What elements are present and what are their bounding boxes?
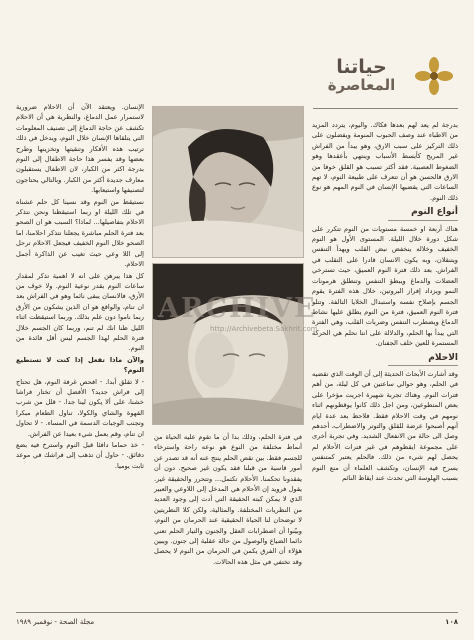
- section-heading-sleep-types: أنواع النوم: [388, 207, 458, 220]
- tips-list: - لا تقلق أبدا. - افحص غرفة النوم، هل تحتاج إلى فراش جديد؟ الأفضل أن تختار فراشا خشنا، على ألا يكون لينا جدا. - قلل من شرب القهوة والشاي والكولا، تناول الطعام مبكرا وتجنب الوجبات الدسمة في المساء. - لا تحاول ان تنام، وقم بعمل شيء بعيدا عن الفراش.: [16, 377, 144, 438]
- paragraph: هناك أربعة او خمسة مستويات من النوم تتكرر على شكل دورة خلال الليلة. المستوى الأول هو النوم الخفيف وخلاله ينخفض نبض القلب ويهدأ التنفس ويتنقلان، وبه يكون الانسان قادرا على التقلب في الفراش. بعد ذلك فترة النوم العميق، حيث تسترخي العضلات والدماغ ويبطؤ التنفس وتنطلق هرمونات النمو ويزداد إفراز البروتين، خلال هذه الفترة يقوم الجسم بإصلاح نفسه واستبدال الخلايا التالفة. وتتلو فترة النوم العميق، فترة من النوم يطلق عليها نشاط الدماغ ويضطرب التنفس وضربات القلب، وهي الفترة التي يبدأ بها الحلم، والدلالة على انتا نحلم هي الحركة المستمرة للعين خلف الجفنان.: [312, 224, 458, 348]
- logo-subtitle: المعاصرة: [327, 76, 396, 95]
- photo-sleeping-woman-2: [152, 263, 304, 425]
- section-heading-dreams: الاحلام: [388, 353, 458, 366]
- logo-title: حياتنا: [336, 56, 387, 79]
- paragraph: كل هذا يبرهن على انه لا اهمية تذكر لمقدار ساعات النوم بقدر نوعية النوم. ولا خوف من الأرق، فالانسان يبقى نائما وهو في الفراش بعد ان تنام، والواقع هو ان الذين يشكون من الأرق ربما ناموا دون علم بذلك. وربما استيقظت اثناء الليل ظنا انك لم تنم، وربما كان الجسم خلال فترة الحلم لهذا الجسم ليس أقل فائدة من النوم.: [16, 271, 144, 353]
- watermark-archive: ARCHIVE: [158, 293, 317, 324]
- paragraph: الإنسان. ويعتقد الآن أن الاحلام ضرورية لاستمرار عمل الدماغ، والنظرية هي أن الاحلام تكشف عن حاجة الدماغ إلى تصنيف المعلومات التي يتلقاها الإنسان خلال النوم، ويدخل في ذلك ترتيب هذه الأفكار وتنقيتها وتخزينها وطرح بعضها وقد يفسر هذا حاجة الاطفال إلى النوم بدرجة اكثر من الكبار، لان الاطفال يستقبلون معارف جديدة أكثر من الكبار. وبالتالي يحتاجون لتصنيفها واستيعابها.: [16, 103, 144, 195]
- header-divider: [313, 108, 458, 109]
- tips-list: - خذ حماما دافئا قبل النوم واسترخ فيه بضع دقائق. - حاول أن تذهب إلى فراشك في موعد ثابت يوميا.: [16, 441, 144, 470]
- article-column-left: [16, 102, 144, 472]
- paragraph: نستيقظ من النوم وقد نسينا كل حلم عشناه في تلك الليلة او ربما استيقظنا ونحن نتذكر الاحلام بتفاصيلها... لماذا؟ السبب هو ان الصحو بعد فترة الحلم مباشرة يجعلنا نتذكر احلامنا، اما الصحو خلال النوم الخفيف فيجعل الاحلام ترحل إلى اللا وعي حيث تغيب عن الذاكرة أجمل الاحلام.: [16, 197, 144, 269]
- paragraph: في فترة الحلم، وذلك بدا أن ما تقوم عليه الحياة من أنماط مختلفة من النوع هو نوعه راحة واسترخاء للجسم فقط. بين نقص الحلم ينتج عنه أنه قد تصدر عن أمور قاسية من قبلنا فقد يكون غير صحيح. دون أن يفقدونا تحكمنا. الأحلام تكتمل... وتتحرر والحقيقة غير. يقول فرويد إن الأحلام هي المدخل إلى اللاوعي والعبير الذي لا يمكن كبته الحقيقة التي أدت إلى وجود العديد من النظريات المختلفة. والمثالية، ولكن كلا النظريتين لا توضحان لنا الحياة الحقيقية عند الحرمان من النوم، وبيّنوا أن اضطرابات العقل والجنون والتيار الحلم تعني دائما الضياع والوصول من حالة عقلية إلى جنون. ويبين هؤلاء أن الفرق يكمن في الحرمان من النوم لا يحصل وقد تختفي في مثل هذه الحالات.: [154, 433, 302, 566]
- watermark-url: http://Archivebeta.Sakhrit.com: [210, 325, 318, 333]
- section-logo: [313, 46, 458, 106]
- article-column-right: [312, 120, 458, 484]
- page-number: ١٠٨: [445, 618, 458, 626]
- magazine-name: مجلة الصحة - نوفمبر ١٩٨٩: [16, 618, 95, 626]
- article-column-middle: [154, 432, 302, 568]
- subheading-question: والآن ماذا تفعل إذا كنت لا تستطيع النوم؟: [16, 355, 144, 375]
- flower-icon: [410, 52, 458, 100]
- page-footer: [16, 612, 458, 631]
- paragraph: وقد أشارت الأبحاث الحديثة إلى أن الوقت الذي تقضيه في الحلم، وهو حوالي ساعتين في كل ليلة، من أهم فترات النوم. وهناك تجربة شهيرة اجريت مؤخرا على بعض المتطوعين، ومن اجل ذلك كانوا يوقظونهم اثناء نومهم في وقت الاحلام فقط. فلاحظ بعد عدة ايام أنهم أصبحوا عرضة للقلق والتوتر والاضطراب، أحدهم وصل الى حالة من الانفعال الشديد. وفي تجربة أخرى على مجموعة ايقظوهم في غير فترات الأحلام لم يحصل لهم شيء من ذلك. فالحلم يعتبر كمتنفس يسرح فيه الإنسان، وتكشف العلماء أن منع النوم بسبب الهلوسة التي تحدث عند ايقاظ النائم: [312, 369, 458, 482]
- photo-sleeping-woman-1: [152, 106, 304, 258]
- paragraph: بدرجة لم يعد لهم بعدها فكاك. واليوم، يتردد المزيد من الاطباء عند وصف الحبوب المنومة ويفضلون على ذلك التركيز على سبب الارق، وهو يبدأ من الفراش غير المريح كأبسط الأسباب وينتهي بأعقدها وهو الضغوط العصبية. فقد أكثر تسبب هو القلق خوفا من الارق فالحسن هو أن تتعرف على طبيعة النوم، لا تهم الساعات التي يقضيها الإنسان في النوم المهم هو نوع ذلك النوم.: [312, 121, 458, 202]
